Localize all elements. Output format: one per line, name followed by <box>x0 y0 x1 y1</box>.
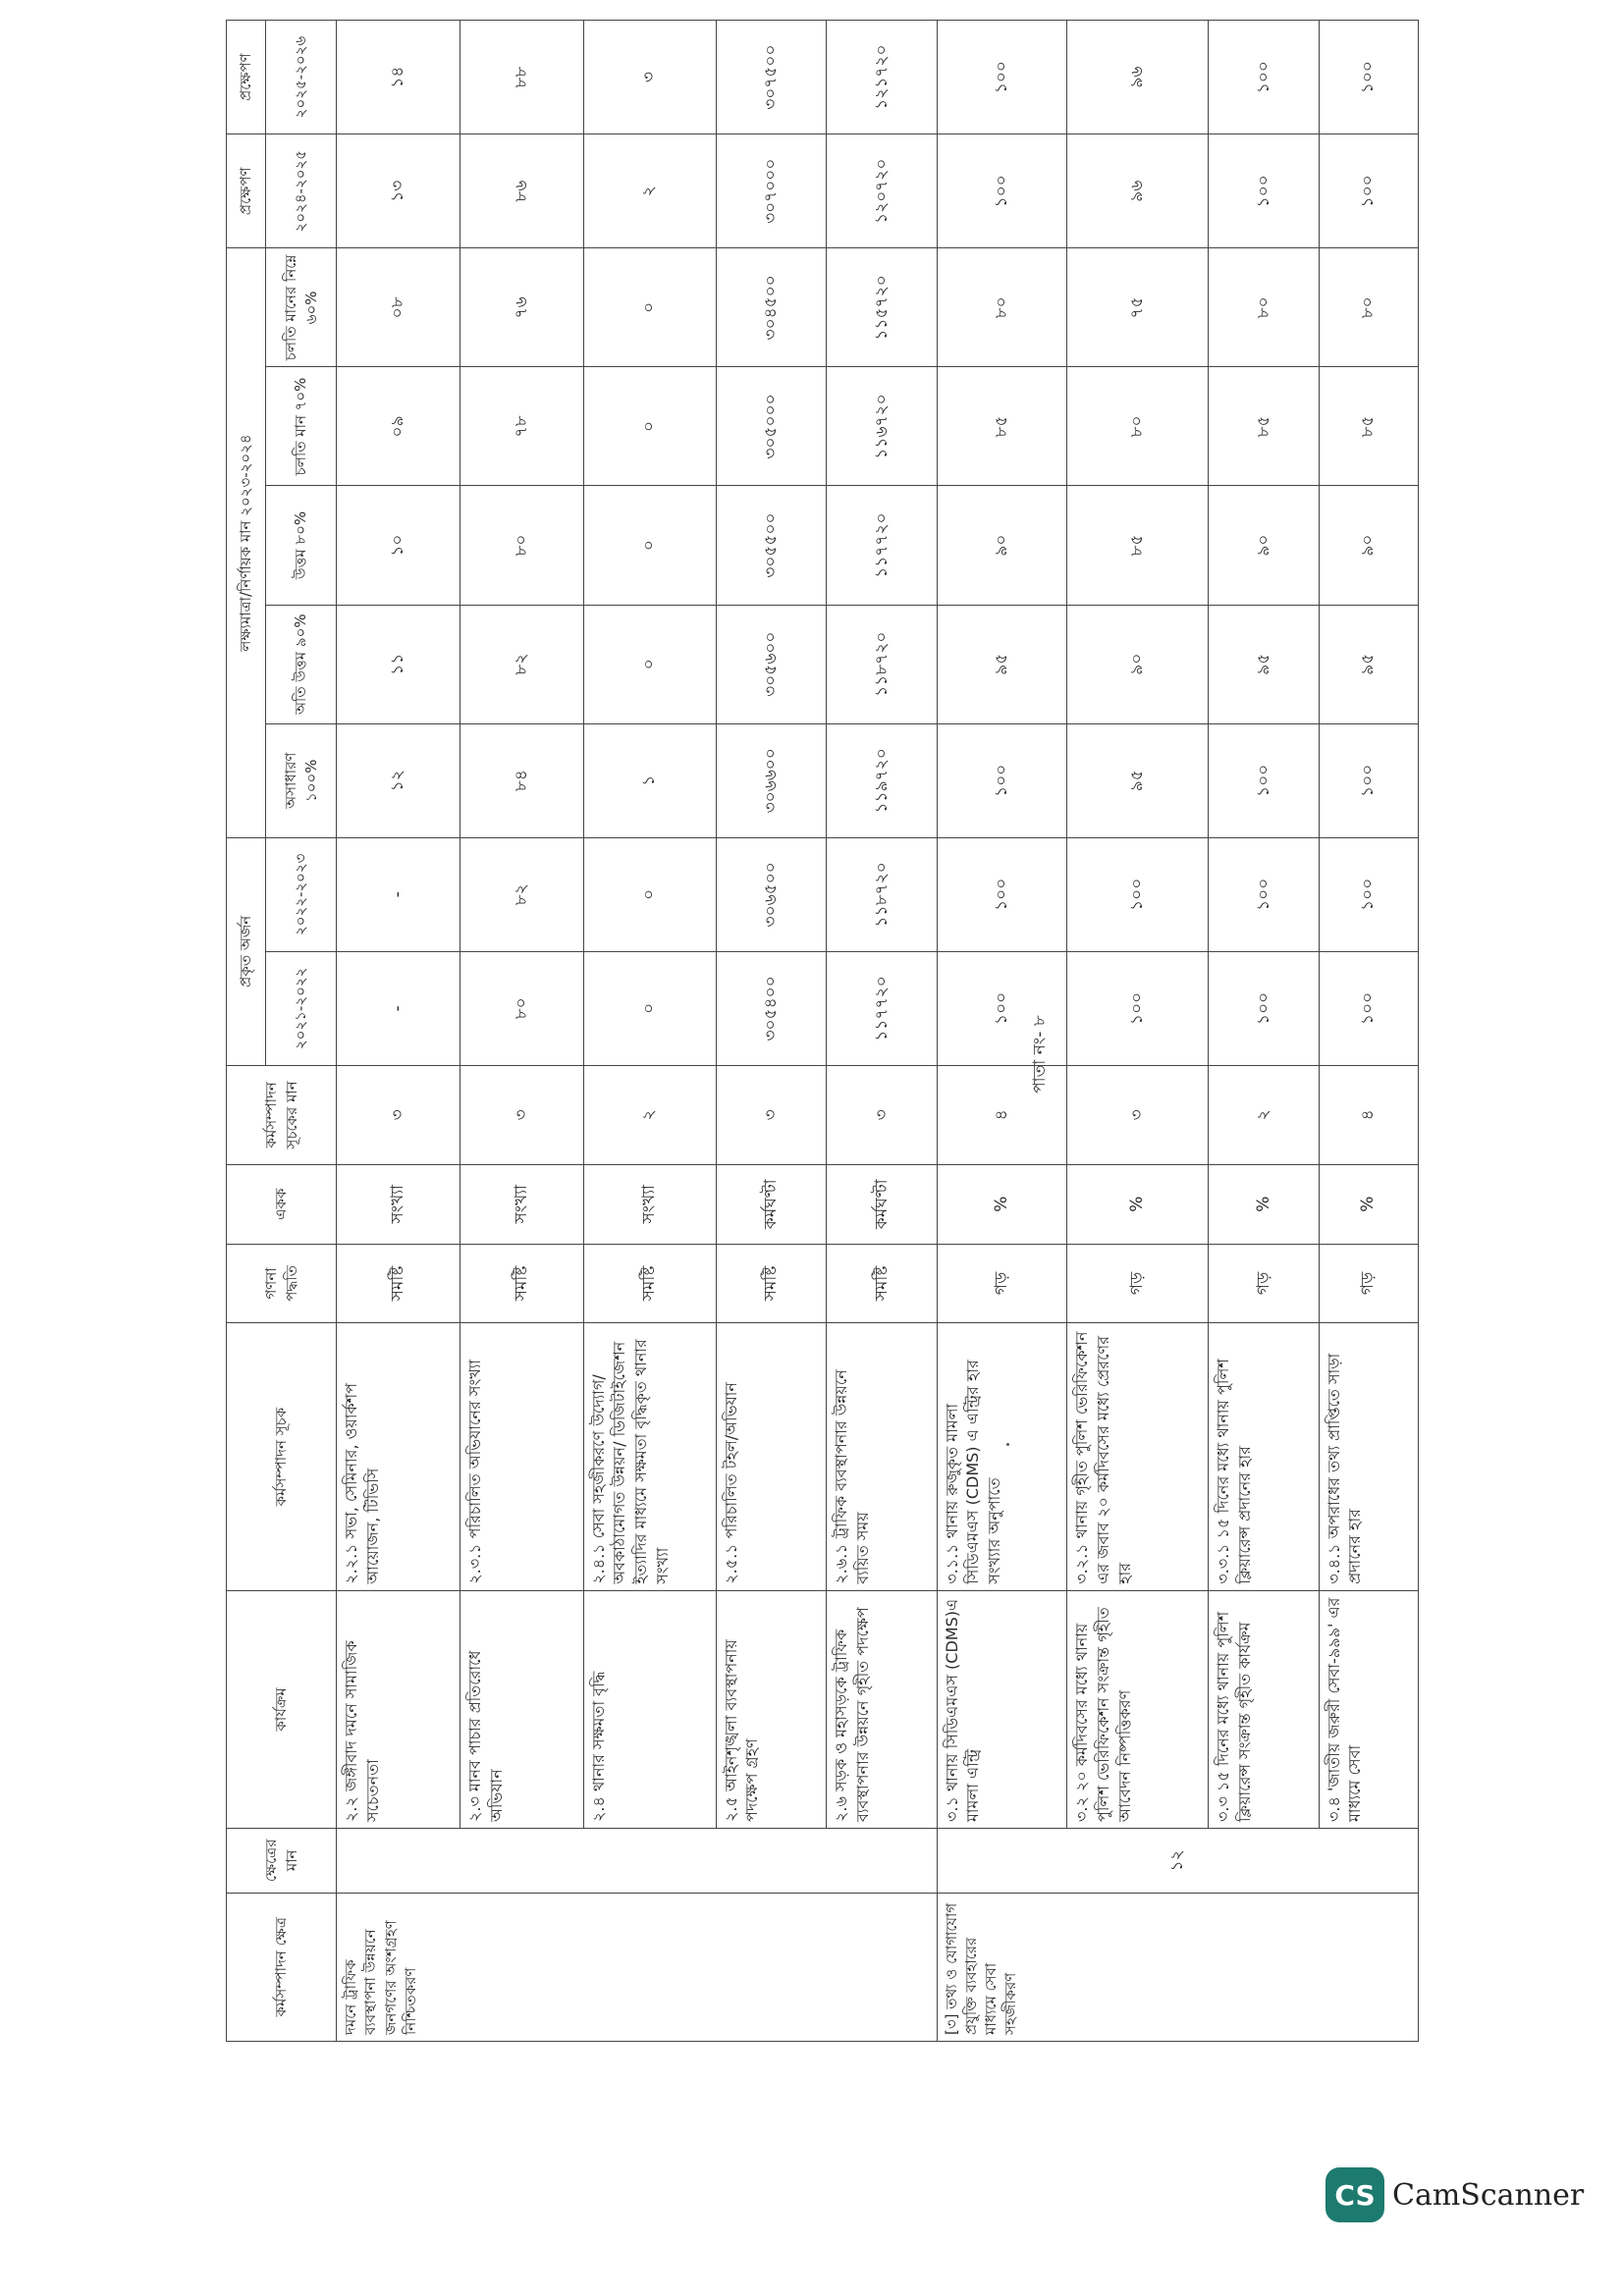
t2-cell: ৯৫ <box>1209 605 1319 723</box>
header-p2: ২০২৫-২০২৬ <box>266 21 337 134</box>
header-indicator-value: কর্মসম্পাদন সূচকের মান <box>227 1065 337 1164</box>
scan-speck <box>1006 1443 1009 1446</box>
t4-cell: ৮৫ <box>937 367 1067 486</box>
unit-cell: % <box>937 1164 1067 1244</box>
a1-cell: ১০০ <box>1067 951 1209 1065</box>
t4-cell: ১১৬৭২০ <box>827 367 937 486</box>
header-indicator: কর্মসম্পাদন সূচক <box>227 1323 337 1591</box>
activity-cell: ৩.২ ২০ কর্মদিবসের মধ্যে থানায় পুলিশ ভেরিফিকেশন সংক্রান্ত গৃহীত আবেদন নিষ্পত্তিকরণ <box>1067 1590 1209 1828</box>
camscanner-logo-icon: CS <box>1325 2167 1384 2222</box>
p1-cell: ১০০ <box>1319 134 1418 248</box>
t5-cell: ৮০ <box>1209 248 1319 367</box>
p1-cell: ১০০ <box>1209 134 1319 248</box>
a1-cell: ১০০ <box>1209 951 1319 1065</box>
t3-cell: ৯০ <box>1209 486 1319 605</box>
t4-cell: ০৯ <box>337 367 460 486</box>
p1-cell: ৩০৭০০০ <box>716 134 826 248</box>
a2-cell: ১০০ <box>937 837 1067 951</box>
a2-cell: ৩০৬৫০০ <box>716 837 826 951</box>
p1-cell: ৯৬ <box>1067 134 1209 248</box>
activity-cell: ৩.৩ ১৫ দিনের মধ্যে থানায় পুলিশ ক্লিয়ারেন্স সংক্রান্ত গৃহীত কার্যক্রম <box>1209 1590 1319 1828</box>
a2-cell: ১১৮৭২০ <box>827 837 937 951</box>
t1-cell: ৩০৬৬০০ <box>716 723 826 837</box>
t2-cell: ৮২ <box>460 605 583 723</box>
t1-cell: ৯৫ <box>1067 723 1209 837</box>
p1-cell: ১০০ <box>937 134 1067 248</box>
table-row <box>1067 21 1209 2042</box>
p1-cell: ১২০৭২০ <box>827 134 937 248</box>
page-number: পাতা নং- ৮ <box>1029 1015 1050 1094</box>
table-row <box>583 21 716 2042</box>
unit-cell: সংখ্যা <box>583 1164 716 1244</box>
p2-cell: ১৪ <box>337 21 460 134</box>
header-actual: প্রকৃত অর্জন <box>227 837 266 1065</box>
p2-cell: ১০০ <box>1209 21 1319 134</box>
table-row <box>460 21 583 2042</box>
value-cell: ৩ <box>337 1065 460 1164</box>
t3-cell: ৯০ <box>937 486 1067 605</box>
method-cell: সমষ্টি <box>583 1244 716 1323</box>
a1-cell: ০ <box>583 951 716 1065</box>
unit-cell: কর্মঘণ্টা <box>827 1164 937 1244</box>
indicator-cell: ৩.৪.১ অপরাধের তথ্য প্রাপ্তিতে সাড়া প্রদানের হার <box>1319 1323 1418 1591</box>
a2-cell: - <box>337 837 460 951</box>
t5-cell: ৭৫ <box>1067 248 1209 367</box>
activity-cell: ২.২ জঙ্গীবাদ দমনে সামাজিক সচেতনতা <box>337 1590 460 1828</box>
a2-cell: ১০০ <box>1209 837 1319 951</box>
header-t3: উত্তম ৮০% <box>266 486 337 605</box>
indicator-cell: ২.৬.১ ট্রাফিক ব্যবস্থাপনার উন্নয়নে ব্যয়িত সময় <box>827 1323 937 1591</box>
header-unit: একক <box>227 1164 337 1244</box>
value-cell: ৩ <box>1067 1065 1209 1164</box>
t2-cell: ৩০৫৬০০ <box>716 605 826 723</box>
indicator-cell: ২.৪.১ সেবা সহজীকরণে উদ্যোগ/ অবকাঠামোগত উন্নয়ন/ ডিজিটাইজেশন ইত্যাদির মাধ্যমে সক্ষমতা বৃদ্ধিকৃত থানার সংখ্যা <box>583 1323 716 1591</box>
p2-cell: ৮৮ <box>460 21 583 134</box>
method-cell: সমষ্টি <box>460 1244 583 1323</box>
t5-cell: ০৮ <box>337 248 460 367</box>
method-cell: সমষ্টি <box>827 1244 937 1323</box>
field-cell: [৩] তথ্য ও যোগাযোগ প্রযুক্তি ব্যবহারের মাধ্যমে সেবা সহজীকরণ <box>937 1893 1418 2041</box>
method-cell: সমষ্টি <box>716 1244 826 1323</box>
p2-cell: ৩০৭৫০০ <box>716 21 826 134</box>
t5-cell: ০ <box>583 248 716 367</box>
method-cell: গড় <box>1319 1244 1418 1323</box>
a1-cell: ৩০৫৪০০ <box>716 951 826 1065</box>
t1-cell: ১১৯৭২০ <box>827 723 937 837</box>
header-t4: চলতি মান ৭০% <box>266 367 337 486</box>
method-cell: গড় <box>937 1244 1067 1323</box>
a2-cell: ০ <box>583 837 716 951</box>
t3-cell: ৯০ <box>1319 486 1418 605</box>
camscanner-watermark <box>1325 2167 1584 2222</box>
a2-cell: ৮২ <box>460 837 583 951</box>
method-cell: গড় <box>1067 1244 1209 1323</box>
t1-cell: ১০০ <box>1209 723 1319 837</box>
unit-cell: কর্মঘণ্টা <box>716 1164 826 1244</box>
activity-cell: ২.৩ মানব পাচার প্রতিরোধে অভিযান <box>460 1590 583 1828</box>
unit-cell: সংখ্যা <box>337 1164 460 1244</box>
value-cell: ৪ <box>937 1065 1067 1164</box>
p2-cell: ৯৬ <box>1067 21 1209 134</box>
header-projection-1: প্রক্ষেপণ <box>227 134 266 248</box>
t5-cell: ৮০ <box>937 248 1067 367</box>
table-row <box>827 21 937 2042</box>
t2-cell: ১১৮৭২০ <box>827 605 937 723</box>
t3-cell: ৮০ <box>460 486 583 605</box>
t2-cell: ৯০ <box>1067 605 1209 723</box>
value-cell: ৩ <box>827 1065 937 1164</box>
method-cell: সমষ্টি <box>337 1244 460 1323</box>
t1-cell: ১০০ <box>937 723 1067 837</box>
a2-cell: ১০০ <box>1067 837 1209 951</box>
field-value-cell <box>337 1829 938 1894</box>
a1-cell: ১০০ <box>937 951 1067 1065</box>
table-row <box>716 21 826 2042</box>
t2-cell: ১১ <box>337 605 460 723</box>
header-field-value: ক্ষেত্রের মান <box>227 1829 337 1894</box>
header-actual-y2: ২০২২-২০২৩ <box>266 837 337 951</box>
t1-cell: ১ <box>583 723 716 837</box>
activity-cell: ৩.৪ 'জাতীয় জরুরী সেবা-৯৯৯' এর মাধ্যমে সেবা <box>1319 1590 1418 1828</box>
t5-cell: ৭৬ <box>460 248 583 367</box>
t4-cell: ৮৫ <box>1319 367 1418 486</box>
t3-cell: ১১৭৭২০ <box>827 486 937 605</box>
activity-cell: ৩.১ থানায় সিডিএমএস (CDMS)এ মামলা এন্ট্রি <box>937 1590 1067 1828</box>
header-t5: চলতি মানের নিম্নে ৬০% <box>266 248 337 367</box>
activity-cell: ২.৪ থানার সক্ষমতা বৃদ্ধি <box>583 1590 716 1828</box>
header-p1: ২০২৪-২০২৫ <box>266 134 337 248</box>
activity-cell: ২.৫ আইনশৃঙ্খলা ব্যবস্থাপনায় পদক্ষেপ গ্রহণ <box>716 1590 826 1828</box>
unit-cell: % <box>1067 1164 1209 1244</box>
field-value-cell: ১২ <box>937 1829 1418 1894</box>
unit-cell: % <box>1209 1164 1319 1244</box>
p1-cell: ১৩ <box>337 134 460 248</box>
header-method: গণনা পদ্ধতি <box>227 1244 337 1323</box>
indicator-cell: ২.৫.১ পরিচালিত টহল/অভিযান <box>716 1323 826 1591</box>
value-cell: ২ <box>1209 1065 1319 1164</box>
a2-cell: ১০০ <box>1319 837 1418 951</box>
t3-cell: ৩০৫৫০০ <box>716 486 826 605</box>
method-cell: গড় <box>1209 1244 1319 1323</box>
t5-cell: ৮০ <box>1319 248 1418 367</box>
performance-table <box>226 20 1419 2042</box>
indicator-cell: ৩.২.১ থানায় গৃহীত পুলিশ ভেরিফিকেশন এর জবাব ২০ কর্মদিবসের মধ্যে প্রেরণের হার <box>1067 1323 1209 1591</box>
header-activity: কার্যক্রম <box>227 1590 337 1828</box>
header-projection-2: প্রক্ষেপণ <box>227 21 266 134</box>
a1-cell: - <box>337 951 460 1065</box>
t3-cell: ০ <box>583 486 716 605</box>
unit-cell: % <box>1319 1164 1418 1244</box>
a1-cell: ৮০ <box>460 951 583 1065</box>
t2-cell: ৯৫ <box>1319 605 1418 723</box>
camscanner-text: CamScanner <box>1392 2177 1585 2213</box>
header-target: লক্ষ্যমাত্রা/নির্ণায়ক মান ২০২৩-২০২৪ <box>227 248 266 838</box>
value-cell: ৩ <box>716 1065 826 1164</box>
t1-cell: ৮৪ <box>460 723 583 837</box>
header-field: কর্মসম্পাদন ক্ষেত্র <box>227 1893 337 2041</box>
value-cell: ২ <box>583 1065 716 1164</box>
p2-cell: ১০০ <box>1319 21 1418 134</box>
indicator-cell: ২.৩.১ পরিচালিত অভিযানের সংখ্যা <box>460 1323 583 1591</box>
header-t2: অতি উত্তম ৯০% <box>266 605 337 723</box>
value-cell: ৩ <box>460 1065 583 1164</box>
p2-cell: ১০০ <box>937 21 1067 134</box>
table-row <box>337 21 460 2042</box>
t4-cell: ৮০ <box>1067 367 1209 486</box>
p1-cell: ৮৬ <box>460 134 583 248</box>
t5-cell: ৩০৪৫০০ <box>716 248 826 367</box>
p2-cell: ৩ <box>583 21 716 134</box>
p2-cell: ১২১৭২০ <box>827 21 937 134</box>
t1-cell: ১০০ <box>1319 723 1418 837</box>
t4-cell: ০ <box>583 367 716 486</box>
header-actual-y1: ২০২১-২০২২ <box>266 951 337 1065</box>
t2-cell: ০ <box>583 605 716 723</box>
t5-cell: ১১৫৭২০ <box>827 248 937 367</box>
indicator-cell: ৩.৩.১ ১৫ দিনের মধ্যে থানায় পুলিশ ক্লিয়ারেন্স প্রদানের হার <box>1209 1323 1319 1591</box>
field-cell: দমনে ট্রাফিক ব্যবস্থাপনা উন্নয়নে জনগণের অংশগ্রহণ নিশ্চিতকরণ <box>337 1893 938 2041</box>
unit-cell: সংখ্যা <box>460 1164 583 1244</box>
indicator-cell: ৩.১.১ থানায় রুজুকৃত মামলা সিডিএমএস (CDMS) এ এন্ট্রির হার সংখ্যার অনুপাতে <box>937 1323 1067 1591</box>
a1-cell: ১০০ <box>1319 951 1418 1065</box>
t4-cell: ৩০৫০০০ <box>716 367 826 486</box>
header-t1: অসাধারণ ১০০% <box>266 723 337 837</box>
t1-cell: ১২ <box>337 723 460 837</box>
p1-cell: ২ <box>583 134 716 248</box>
indicator-cell: ২.২.১ সভা, সেমিনার, ওয়ার্কশপ আয়োজন, টিভিসি <box>337 1323 460 1591</box>
table-row <box>1209 21 1319 2042</box>
t4-cell: ৭৮ <box>460 367 583 486</box>
value-cell: ৪ <box>1319 1065 1418 1164</box>
t3-cell: ৮৫ <box>1067 486 1209 605</box>
table-row <box>1319 21 1418 2042</box>
t4-cell: ৮৫ <box>1209 367 1319 486</box>
t2-cell: ৯৫ <box>937 605 1067 723</box>
t3-cell: ১০ <box>337 486 460 605</box>
activity-cell: ২.৬ সড়ক ও মহাসড়কে ট্রাফিক ব্যবস্থাপনার উন্নয়নে গৃহীত পদক্ষেপ <box>827 1590 937 1828</box>
rotated-table-container <box>226 20 1419 2042</box>
a1-cell: ১১৭৭২০ <box>827 951 937 1065</box>
